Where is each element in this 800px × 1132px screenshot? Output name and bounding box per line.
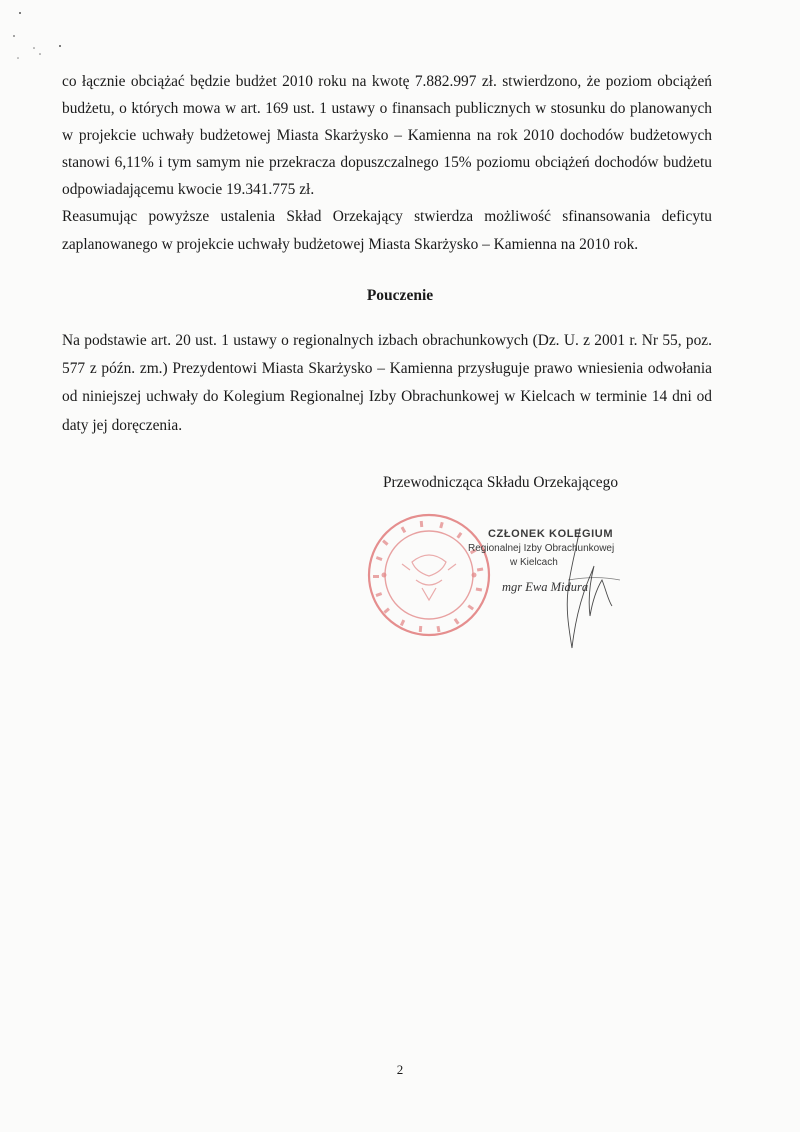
stamp-institution: Regionalnej Izby Obrachunkowej	[468, 543, 615, 554]
signature-caption: Przewodnicząca Składu Orzekającego	[383, 474, 619, 491]
body-text	[62, 68, 712, 258]
paragraph-budget-burden: co łącznie obciążać będzie budżet 2010 roku na kwotę 7.882.997 zł. stwierdzono, że poziom obciążeń budżetu, o których mowa w art. 169 ust. 1 ustawy o finansach publicznych w stosunku do planowanych w projekcie uchwały budżetowej Miasta Skarżysko – Kamienna na rok 2010 dochodów budżetowych stanowi 6,11% i tym samym nie przekracza dopuszczalnego 15% poziomu obciążeń dochodów budżetu odpowiadającemu kwocie 19.341.775 zł.	[62, 73, 712, 199]
stamp-city: w Kielcach	[510, 557, 558, 568]
handwritten-signature-icon	[540, 520, 630, 660]
instruction-text: Na podstawie art. 20 ust. 1 ustawy o regionalnych izbach obrachunkowych (Dz. U. z 2001 r. Nr 55, poz. 577 z późn. zm.) Prezydentowi Miasta Skarżysko – Kamienna przysługuje prawo wniesienia odwołania od niniejszej uchwały do Kolegium Regionalnej Izby Obrachunkowej w Kielcach w terminie 14 dni od daty jej doręczenia.	[62, 332, 712, 434]
round-seal-icon	[364, 510, 494, 640]
page-number: 2	[396, 1062, 404, 1077]
scan-specks	[0, 0, 80, 70]
section-title: Pouczenie	[366, 287, 434, 304]
paragraph-summary: Reasumując powyższe ustalenia Skład Orzekający stwierdza możliwość sfinansowania deficytu zaplanowanego w projekcie uchwały budżetowej Miasta Skarżysko – Kamienna na 2010 rok.	[62, 208, 712, 253]
stamp-signatory-name: mgr Ewa Midura	[502, 580, 589, 594]
stamp-title: CZŁONEK KOLEGIUM	[488, 528, 614, 540]
